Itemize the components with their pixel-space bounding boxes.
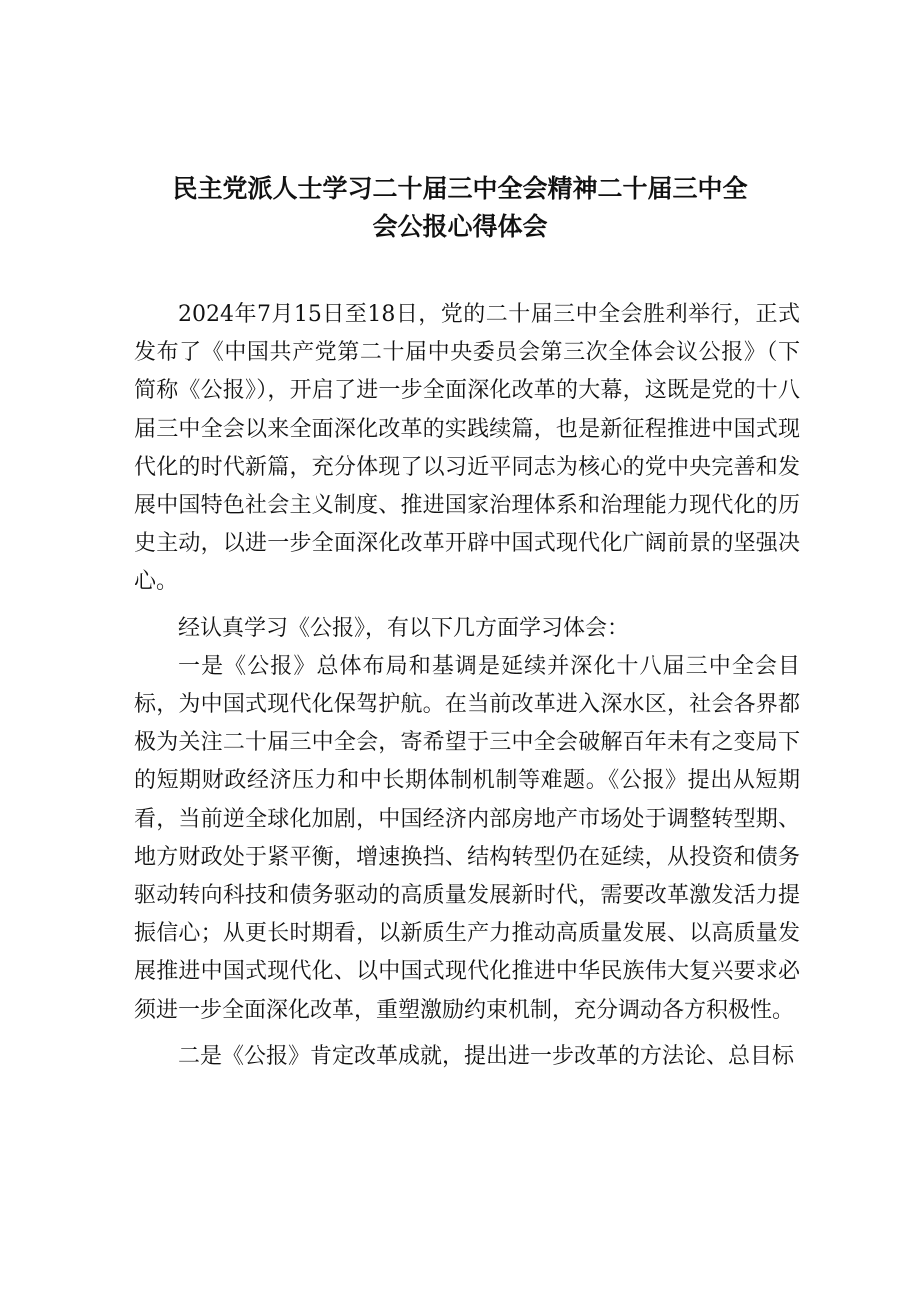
paragraph-point-two: 二是《公报》肯定改革成就，提出进一步改革的方法论、总目标: [178, 1043, 795, 1069]
paragraph-point-one: 一是《公报》总体布局和基调是延续并深化十八届三中全会目标，为中国式现代化保驾护航。在当前改革进入深水区，社会各界都极为关注二十届三中全会，寄希望于三中全会破解百年未有之变局下的短期财政经济压力和中长期体制机制等难题。《公报》提出从短期看，当前逆全球化加剧，中国经济内部房地产市场处于调整转型期、地方财政处于紧平衡，增速换挡、结构转型仍在延续，从投资和债务驱动转向科技和债务驱动的高质量发展新时代，需要改革激发活力提振信心；从更长时期看，以新质生产力推动高质量发展、以高质量发展推进中国式现代化、以中国式现代化推进中华民族伟大复兴要求必须进一步全面深化改革，重塑激励约束机制，充分调动各方积极性。: [134, 653, 800, 1023]
title-line-2: 会公报心得体会: [372, 212, 548, 241]
document-title: [130, 170, 790, 246]
paragraph-lead-in: 经认真学习《公报》，有以下几方面学习体会：: [178, 615, 630, 641]
title-line-1: 民主党派人士学习二十届三中全会精神二十届三中全: [172, 174, 748, 203]
paragraph-intro: 2024年7月15日至18日，党的二十届三中全会胜利举行，正式发布了《中国共产党第二十届中央委员会第三次全体会议公报》（下简称《公报》），开启了进一步全面深化改革的大幕，这既是党的十八届三中全会以来全面深化改革的实践续篇，也是新征程推进中国式现代化的时代新篇，充分体现了以习近平同志为核心的党中央完善和发展中国特色社会主义制度、推进国家治理体系和治理能力现代化的历史主动，以进一步全面深化改革开辟中国式现代化广阔前景的坚强决心。: [134, 302, 800, 595]
document-body: [134, 296, 800, 1076]
